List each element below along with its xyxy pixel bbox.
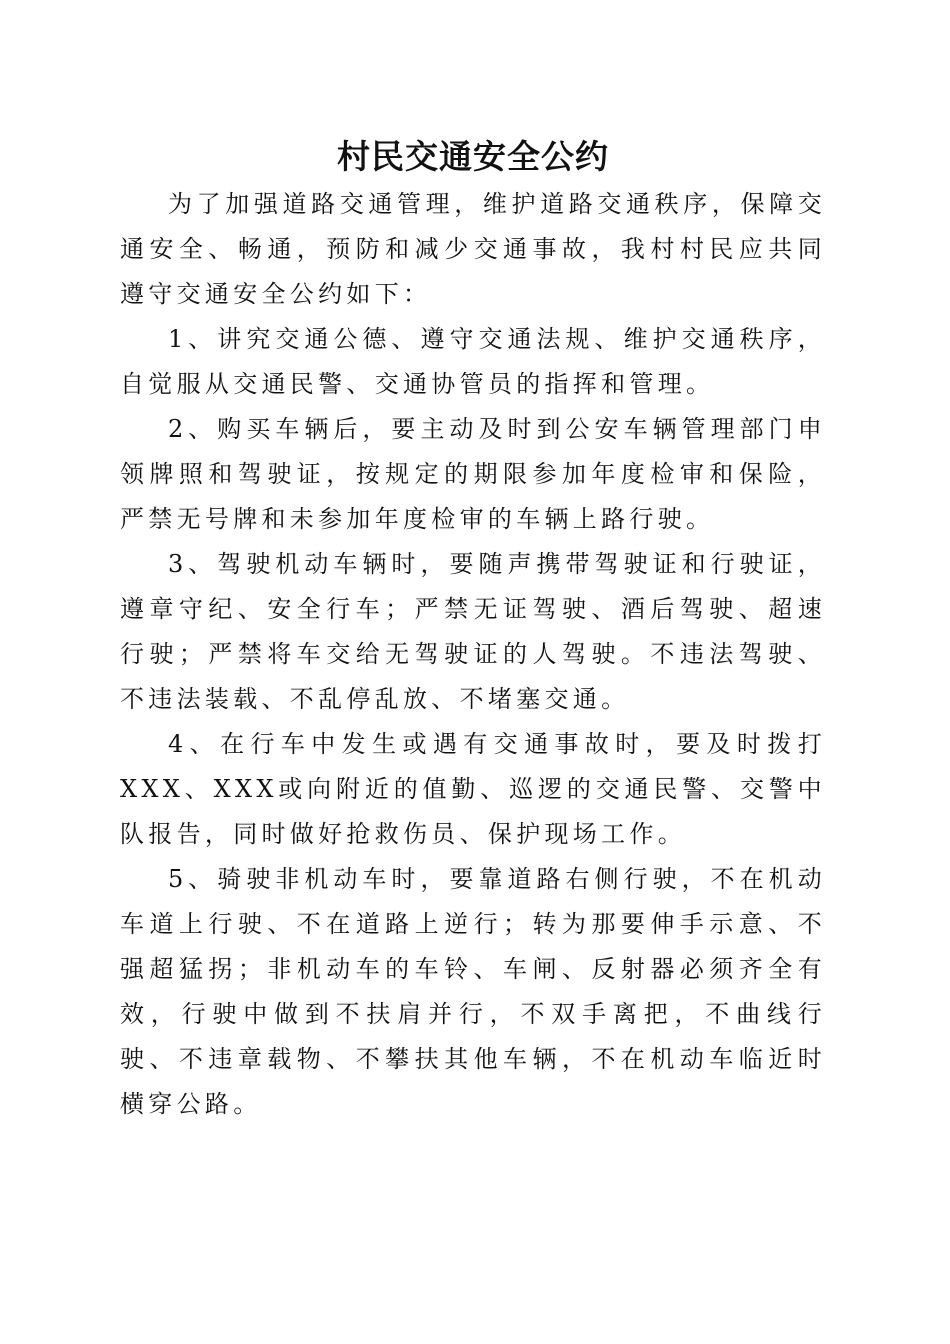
document-page — [120, 132, 826, 1127]
article-3: 3、驾驶机动车辆时，要随声携带驾驶证和行驶证，遵章守纪、安全行车；严禁无证驾驶、酒后驾驶、超速行驶；严禁将车交给无驾驶证的人驾驶。不违法驾驶、不违法装载、不乱停乱放、不堵塞交通。 — [120, 550, 826, 713]
article-4: 4、在行车中发生或遇有交通事故时，要及时拨打XXX、XXX或向附近的值勤、巡逻的交通民警、交警中队报告，同时做好抢救伤员、保护现场工作。 — [120, 730, 826, 848]
document-title: 村民交通安全公约 — [337, 137, 609, 176]
intro-paragraph: 为了加强道路交通管理，维护道路交通秩序，保障交通安全、畅通，预防和减少交通事故，我村村民应共同遵守交通安全公约如下： — [120, 190, 826, 308]
article-2: 2、购买车辆后，要主动及时到公安车辆管理部门申领牌照和驾驶证，按规定的期限参加年度检审和保险，严禁无号牌和未参加年度检审的车辆上路行驶。 — [120, 415, 826, 533]
article-1: 1、讲究交通公德、遵守交通法规、维护交通秩序，自觉服从交通民警、交通协管员的指挥和管理。 — [120, 325, 826, 398]
article-5: 5、骑驶非机动车时，要靠道路右侧行驶，不在机动车道上行驶、不在道路上逆行；转为那要伸手示意、不强超猛拐；非机动车的车铃、车闸、反射器必须齐全有效，行驶中做到不扶肩并行，不双手离把，不曲线行驶、不违章载物、不攀扶其他车辆，不在机动车临近时横穿公路。 — [120, 865, 826, 1118]
